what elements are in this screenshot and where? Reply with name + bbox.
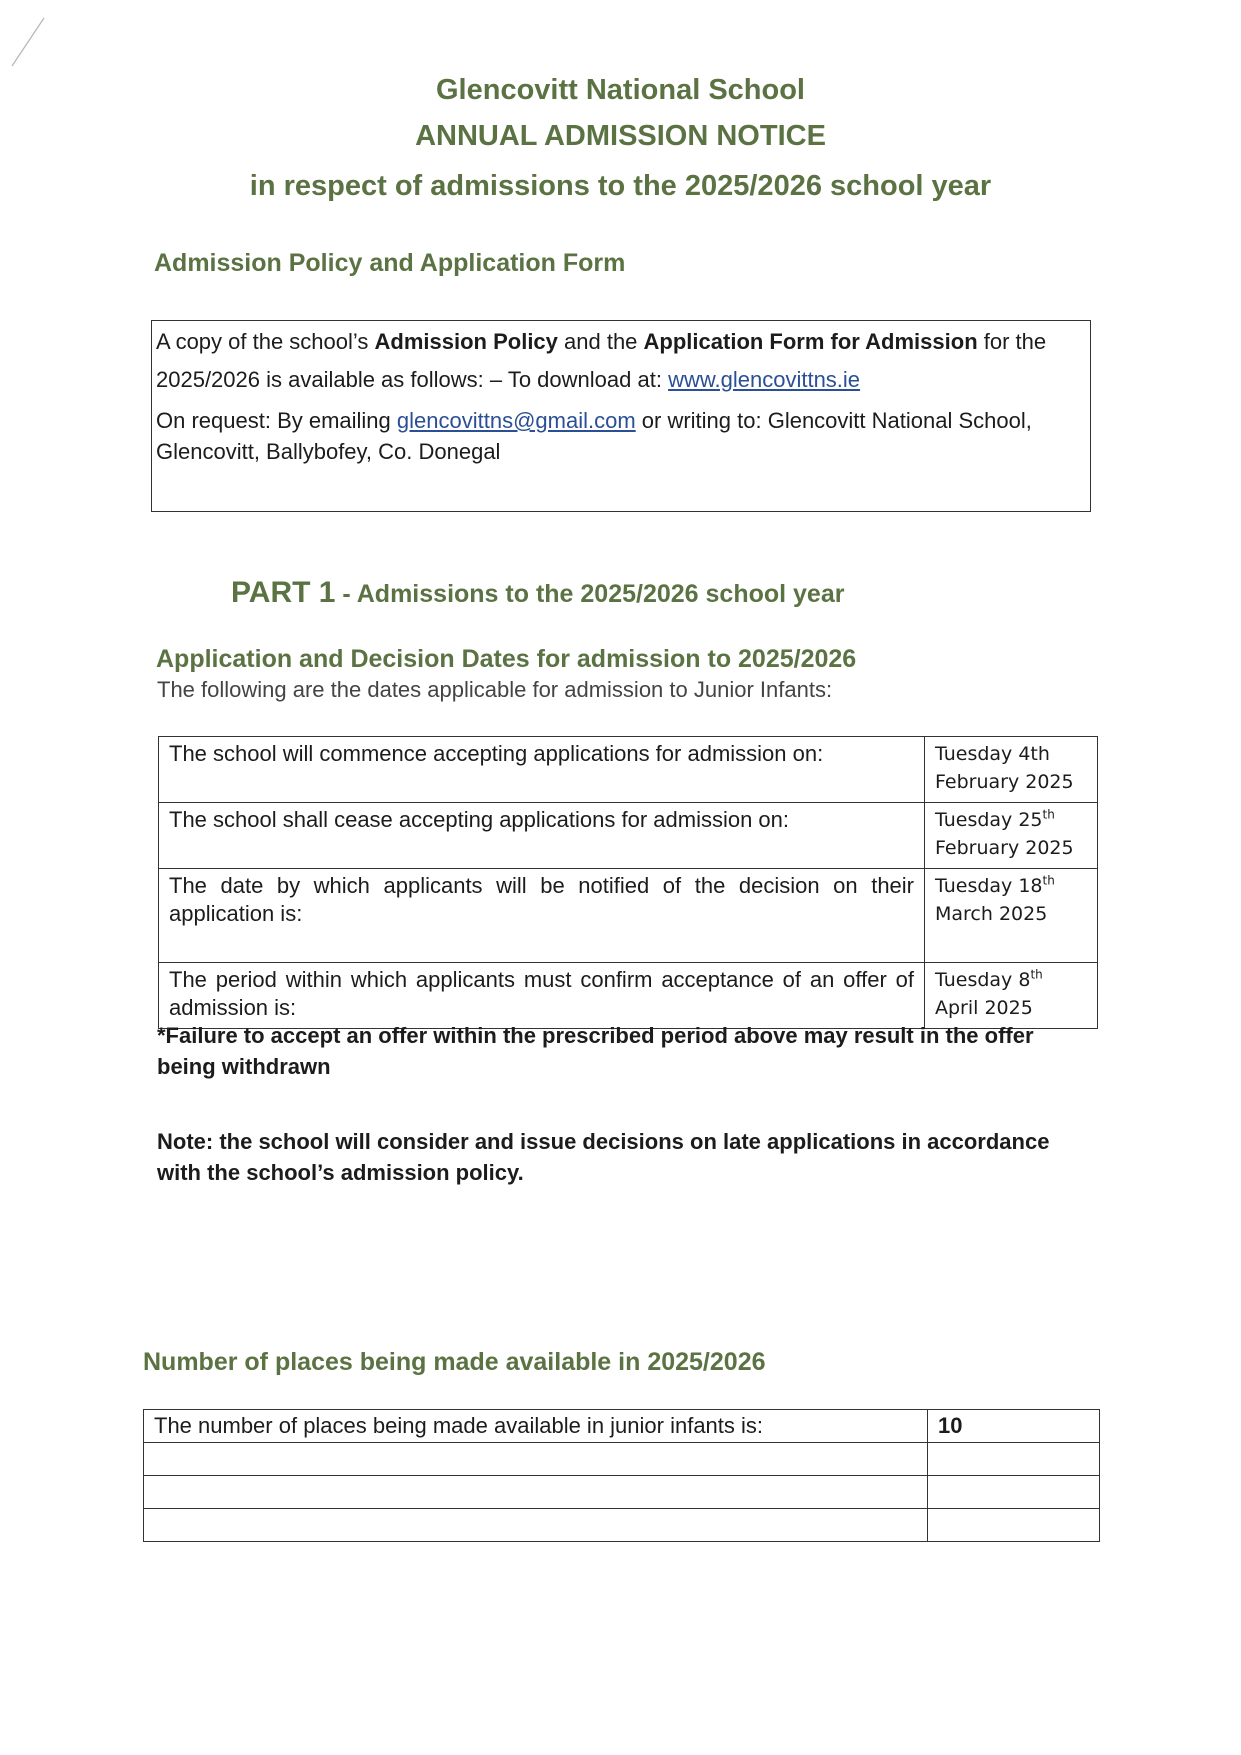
places-table (143, 1409, 1100, 1542)
notice-subtitle: in respect of admissions to the 2025/2026 school year (249, 170, 992, 202)
failure-note: *Failure to accept an offer within the prescribed period above may result in the offer being withdrawn (157, 1023, 1034, 1079)
table-row (159, 963, 1098, 1029)
policy-text: A copy of the school’s (156, 329, 375, 354)
places-label (144, 1509, 928, 1542)
part1-heading (231, 576, 844, 610)
policy-heading: Admission Policy and Application Form (154, 249, 626, 277)
table-row (159, 737, 1098, 803)
table-row (144, 1476, 1100, 1509)
email-link[interactable]: glencovittns@gmail.com (396, 408, 636, 433)
table-row (159, 803, 1098, 869)
application-form-label: Application Form for Admission (643, 329, 978, 354)
notice-title: ANNUAL ADMISSION NOTICE (415, 120, 826, 152)
places-value (928, 1509, 1100, 1542)
date-value: Tuesday 4th February 2025 (925, 737, 1098, 803)
places-label (144, 1443, 928, 1476)
places-heading: Number of places being made available in 2025/2026 (143, 1348, 766, 1376)
places-value (928, 1443, 1100, 1476)
table-row (144, 1443, 1100, 1476)
part1-heading-text: - Admissions to the 2025/2026 school year (335, 580, 845, 608)
date-value: Tuesday 25th February 2025 (925, 803, 1098, 869)
policy-paragraph-1 (156, 323, 1086, 399)
table-row (144, 1410, 1100, 1443)
policy-text: for the 2025/2026 is available as follows: – To download at: (156, 329, 1047, 392)
policy-box (151, 320, 1091, 512)
policy-paragraph-2 (156, 405, 1086, 467)
dates-heading: Application and Decision Dates for admission to 2025/2026 (156, 645, 857, 673)
date-description: The date by which applicants will be notified of the decision on their application is: (159, 869, 925, 963)
scan-mark (8, 10, 48, 70)
date-description: The period within which applicants must confirm acceptance of an offer of admission is: (159, 963, 925, 1029)
date-description: The school will commence accepting applications for admission on: (159, 737, 925, 803)
policy-text: or writing to: Glencovitt National School, Glencovitt, Ballybofey, Co. Donegal (156, 408, 1032, 464)
places-label: The number of places being made available in junior infants is: (144, 1410, 928, 1443)
date-value: Tuesday 18th March 2025 (925, 869, 1098, 963)
places-label (144, 1476, 928, 1509)
table-row (144, 1509, 1100, 1542)
places-value (928, 1476, 1100, 1509)
school-name: Glencovitt National School (436, 74, 805, 106)
places-value: 10 (928, 1410, 1100, 1443)
dates-intro: The following are the dates applicable for admission to Junior Infants: (157, 677, 833, 702)
policy-text: On request: By emailing (156, 408, 397, 433)
policy-text: and the (557, 329, 644, 354)
admission-policy-label: Admission Policy (374, 329, 558, 354)
dates-table (158, 736, 1098, 1029)
late-applications-note: Note: the school will consider and issue decisions on late applications in accordance with the school’s admission policy. (157, 1129, 1050, 1185)
website-link[interactable]: www.glencovittns.ie (668, 367, 861, 392)
date-value: Tuesday 8th April 2025 (925, 963, 1098, 1029)
part1-label: PART 1 (231, 576, 336, 609)
date-description: The school shall cease accepting applications for admission on: (159, 803, 925, 869)
table-row (159, 869, 1098, 963)
